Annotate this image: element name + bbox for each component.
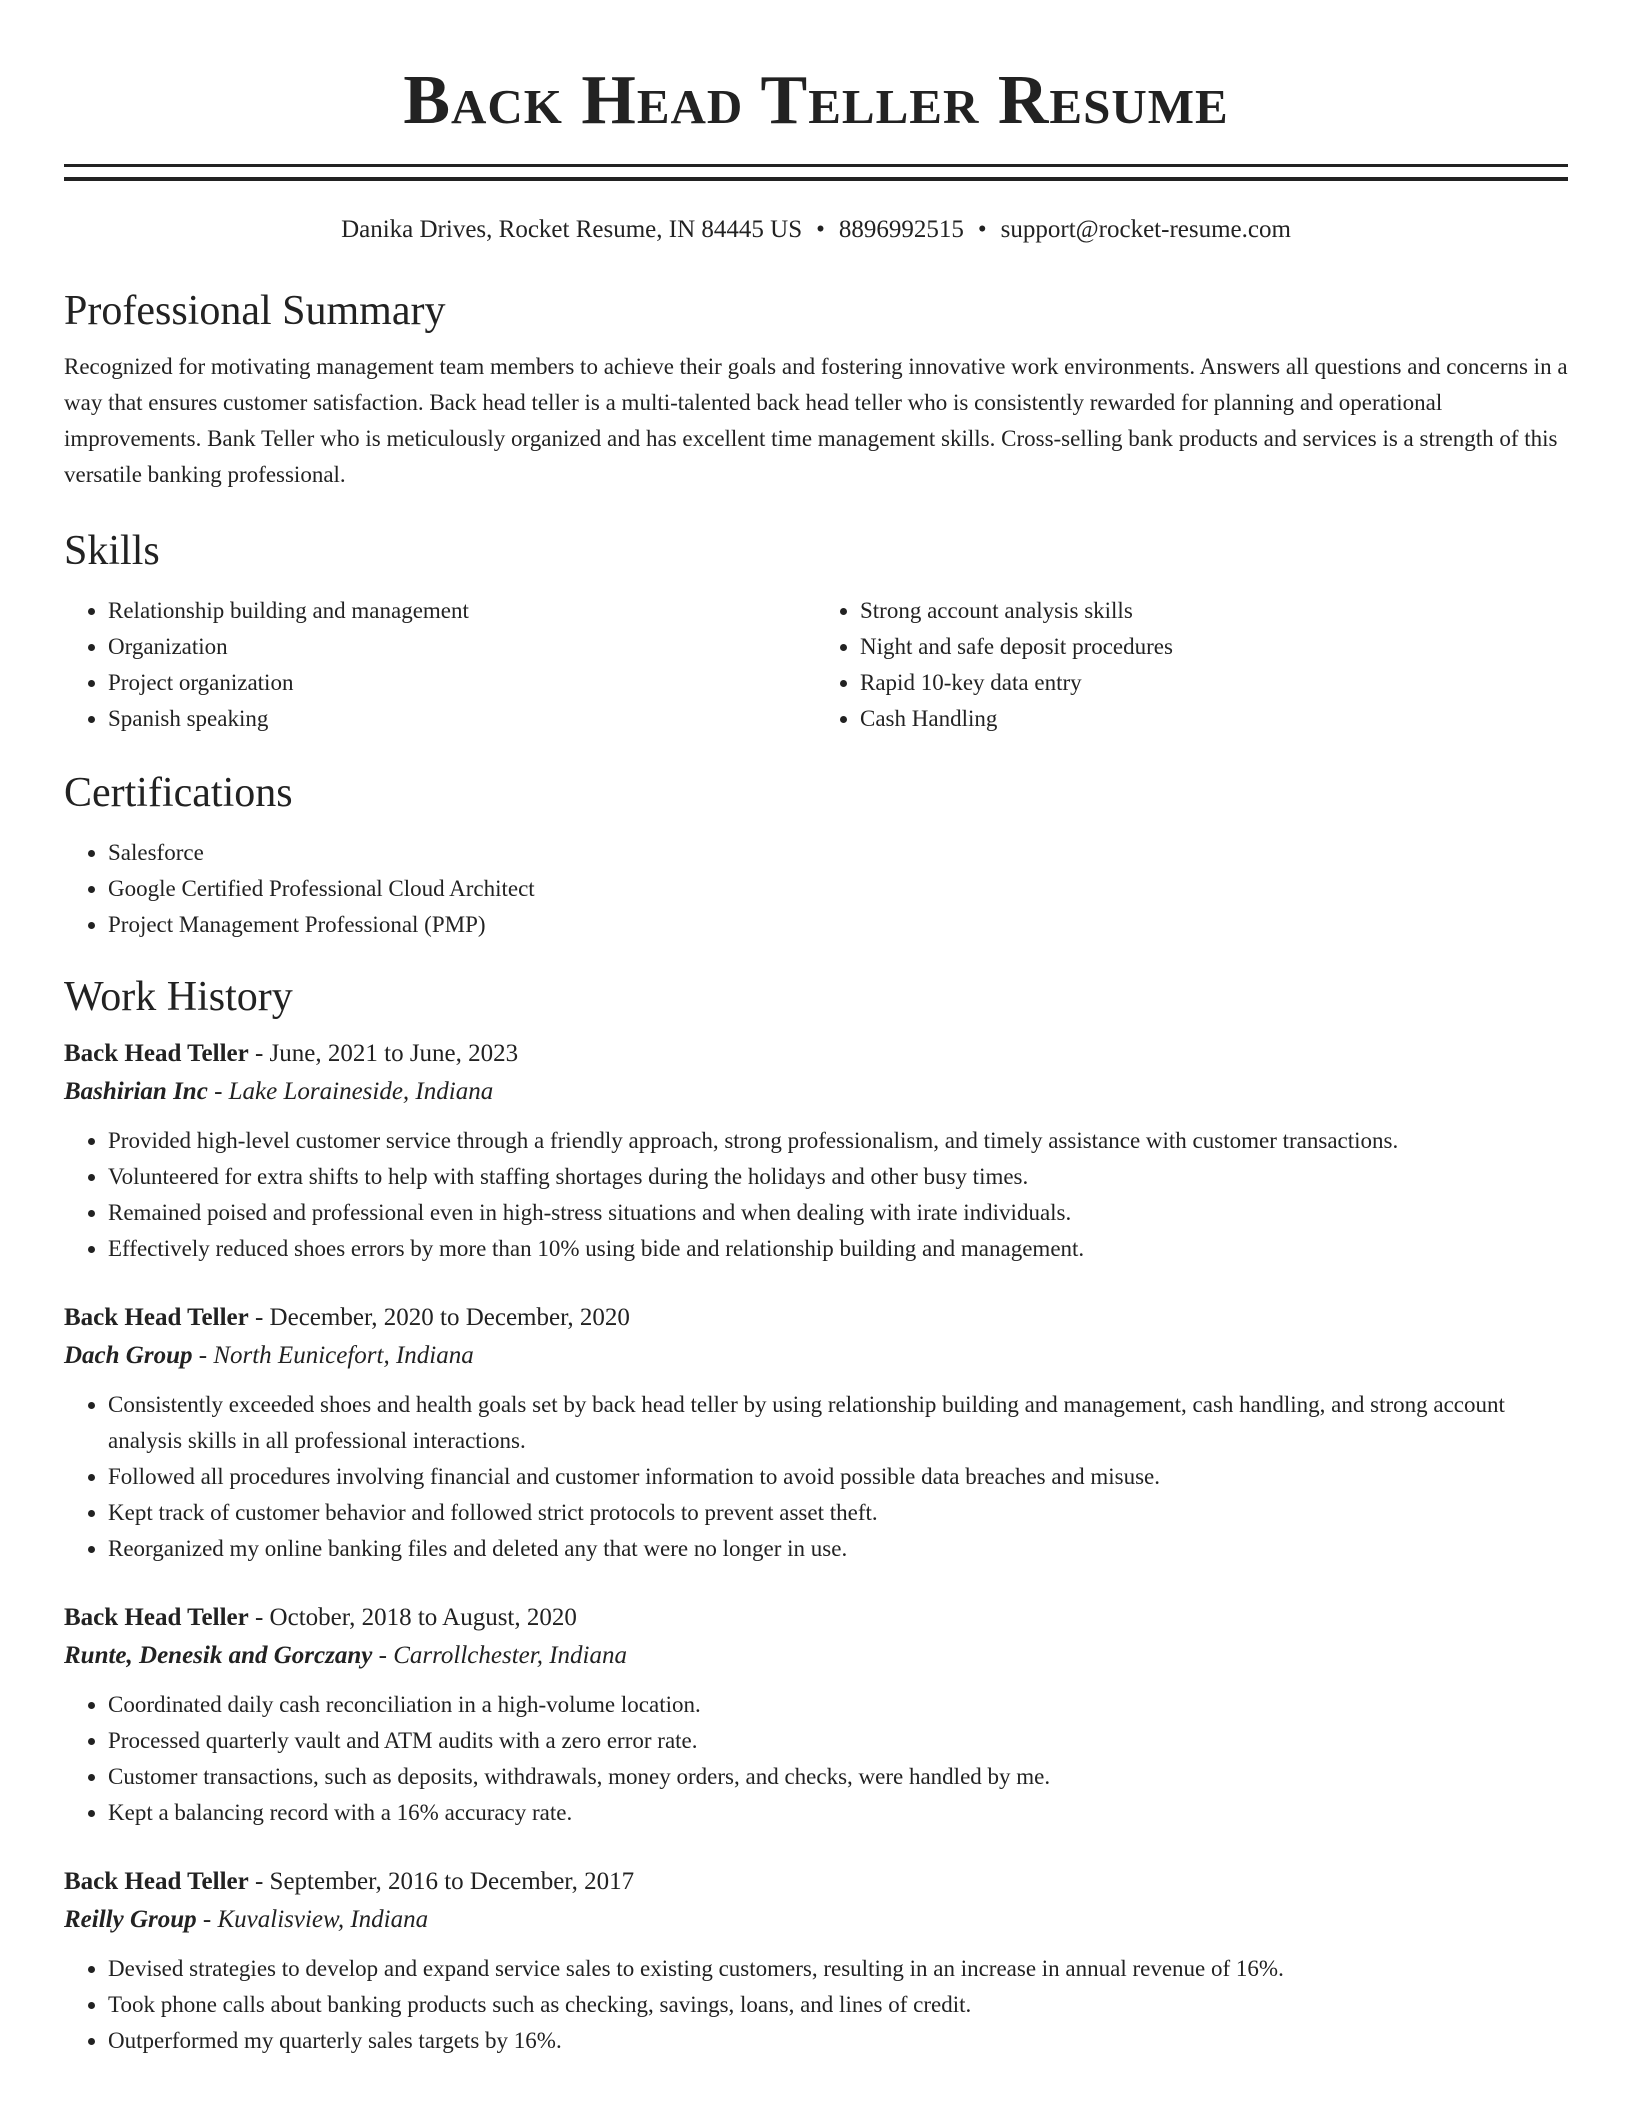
job-bullet: • Customer transactions, such as deposits, withdrawals, money orders, and checks, were handled by me. xyxy=(108,1759,1568,1795)
job-bullet: • Took phone calls about banking products such as checking, savings, loans, and lines of credit. xyxy=(108,1987,1568,2023)
contact-address: Danika Drives, Rocket Resume, IN 84445 US xyxy=(341,216,803,243)
skill-item: • Strong account analysis skills xyxy=(860,593,1568,629)
job-dates: - December, 2020 to December, 2020 xyxy=(248,1304,630,1331)
skill-item: • Cash Handling xyxy=(860,701,1568,737)
summary-text: Recognized for motivating management team members to achieve their goals and fostering innovative work environments. Answers all questions and concerns in a way that ensures customer satisfaction. Back head teller is a multi-talented back head teller who is consistently rewarded for planning and operational improvements. Bank Teller who is meticulously organized and has excellent time management skills. Cross-selling bank products and services is a strength of this versatile banking professional. xyxy=(64,354,1568,487)
job-title: Back Head Teller xyxy=(64,1304,249,1331)
resume-title: Back Head Teller Resume xyxy=(403,62,1229,139)
job-bullet: • Devised strategies to develop and expand service sales to existing customers, resulting in an increase in annual revenue of 16%. xyxy=(108,1951,1568,1987)
company-line xyxy=(64,1901,1568,1939)
company-line xyxy=(64,1337,1568,1375)
certification-item: • Salesforce xyxy=(108,835,1568,871)
summary-heading: Professional Summary xyxy=(64,288,446,334)
job-entry xyxy=(64,1299,1568,1567)
job-bullet: • Remained poised and professional even in high-stress situations and when dealing with irate individuals. xyxy=(108,1195,1568,1231)
contact-line xyxy=(64,215,1568,245)
job-title-line xyxy=(64,1299,1568,1337)
skills-right-list xyxy=(816,593,1568,737)
job-bullets xyxy=(64,1687,1568,1831)
skill-item: • Spanish speaking xyxy=(108,701,816,737)
certifications-list xyxy=(64,835,1568,943)
skill-item: • Night and safe deposit procedures xyxy=(860,629,1568,665)
job-bullet: • Volunteered for extra shifts to help with staffing shortages during the holidays and other busy times. xyxy=(108,1159,1568,1195)
job-bullet: • Kept track of customer behavior and followed strict protocols to prevent asset theft. xyxy=(108,1495,1568,1531)
contact-separator: • xyxy=(977,216,987,243)
job-bullet: • Consistently exceeded shoes and health goals set by back head teller by using relationship building and management, cash handling, and strong account analysis skills in all professional interactions. xyxy=(108,1387,1568,1459)
job-bullet: • Effectively reduced shoes errors by more than 10% using bide and relationship building and management. xyxy=(108,1231,1568,1267)
job-bullets xyxy=(64,1387,1568,1567)
skills-heading: Skills xyxy=(64,528,160,574)
job-dates: - June, 2021 to June, 2023 xyxy=(248,1040,519,1067)
certifications-heading: Certifications xyxy=(64,770,293,816)
job-dates: - September, 2016 to December, 2017 xyxy=(248,1868,635,1895)
skill-item: • Project organization xyxy=(108,665,816,701)
company-location: - North Eunicefort, Indiana xyxy=(192,1342,474,1369)
job-bullet: • Provided high-level customer service through a friendly approach, strong professionalism, and timely assistance with customer transactions. xyxy=(108,1123,1568,1159)
job-title-line xyxy=(64,1599,1568,1637)
company-line xyxy=(64,1637,1568,1675)
certification-item: • Google Certified Professional Cloud Architect xyxy=(108,871,1568,907)
company-location: - Carrollchester, Indiana xyxy=(372,1642,627,1669)
job-bullets xyxy=(64,1951,1568,2059)
job-title: Back Head Teller xyxy=(64,1868,249,1895)
title-divider xyxy=(64,164,1568,181)
job-bullet: • Reorganized my online banking files and deleted any that were no longer in use. xyxy=(108,1531,1568,1567)
job-bullet: • Outperformed my quarterly sales targets by 16%. xyxy=(108,2023,1568,2059)
company-location: - Kuvalisview, Indiana xyxy=(196,1906,429,1933)
job-bullets xyxy=(64,1123,1568,1267)
company-line xyxy=(64,1073,1568,1111)
skill-item: • Rapid 10-key data entry xyxy=(860,665,1568,701)
job-entry xyxy=(64,1035,1568,1267)
job-title: Back Head Teller xyxy=(64,1040,249,1067)
job-title-line xyxy=(64,1863,1568,1901)
job-bullet: • Followed all procedures involving financial and customer information to avoid possible data breaches and misuse. xyxy=(108,1459,1568,1495)
job-dates: - October, 2018 to August, 2020 xyxy=(248,1604,577,1631)
skills-columns xyxy=(64,593,1568,737)
contact-email[interactable]: support@rocket-resume.com xyxy=(1000,216,1291,243)
contact-phone: 8896992515 xyxy=(838,216,964,243)
work-history-heading: Work History xyxy=(64,974,293,1020)
skill-item: • Relationship building and management xyxy=(108,593,816,629)
company-name: Reilly Group xyxy=(64,1906,197,1933)
company-name: Dach Group xyxy=(64,1342,193,1369)
job-title: Back Head Teller xyxy=(64,1604,249,1631)
contact-separator: • xyxy=(816,216,825,243)
skills-left-list xyxy=(64,593,816,737)
job-bullet: • Kept a balancing record with a 16% accuracy rate. xyxy=(108,1795,1568,1831)
job-title-line xyxy=(64,1035,1568,1073)
certification-item: • Project Management Professional (PMP) xyxy=(108,907,1568,943)
company-name: Runte, Denesik and Gorczany xyxy=(64,1642,373,1669)
skill-item: • Organization xyxy=(108,629,816,665)
job-bullet: • Coordinated daily cash reconciliation in a high-volume location. xyxy=(108,1687,1568,1723)
company-name: Bashirian Inc xyxy=(64,1078,208,1105)
job-entry xyxy=(64,1863,1568,2059)
job-bullet: • Processed quarterly vault and ATM audits with a zero error rate. xyxy=(108,1723,1568,1759)
job-entry xyxy=(64,1599,1568,1831)
company-location: - Lake Loraineside, Indiana xyxy=(207,1078,494,1105)
